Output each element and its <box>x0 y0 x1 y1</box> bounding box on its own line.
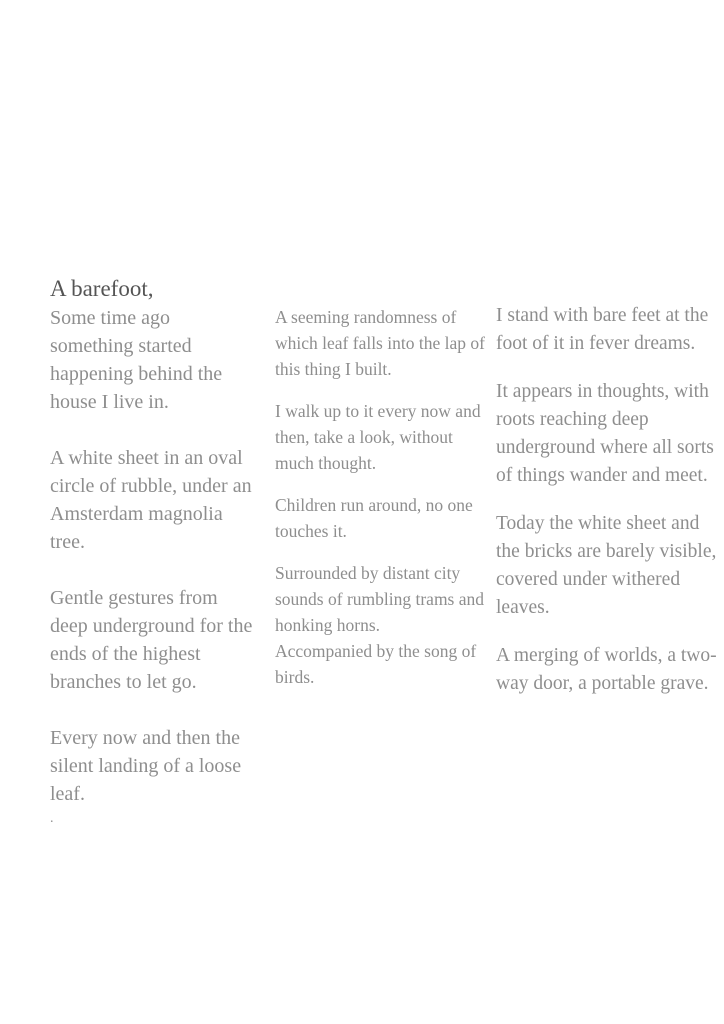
paragraph: A white sheet in an oval circle of rubble, under an Amsterdam magnolia tree. <box>50 447 252 553</box>
paragraph: Accompanied by the song of birds. <box>275 641 477 687</box>
poem-title: A barefoot, <box>50 276 154 301</box>
paragraph: Some time ago something started happening behind the house I live in. <box>50 307 223 413</box>
paragraph: Today the white sheet and the bricks are barely visible, covered under withered leaves. <box>496 513 717 618</box>
paragraph: It appears in thoughts, with roots reaching deep underground where all sorts of things wander and meet. <box>496 381 714 486</box>
paragraph: A merging of worlds, a two-way door, a portable grave. <box>496 645 717 694</box>
paragraph: Every now and then the silent landing of a loose leaf. <box>50 727 242 805</box>
paragraph: A seeming randomness of which leaf falls into the lap of this thing I built. <box>275 307 485 379</box>
paragraph: I walk up to it every now and then, take a look, without much thought. <box>275 401 481 473</box>
text-column-1 <box>50 304 255 826</box>
paragraph: I stand with bare feet at the foot of it in fever dreams. <box>496 305 709 354</box>
text-column-2 <box>275 304 485 706</box>
paragraph: Gentle gestures from deep underground for the ends of the highest branches to let go. <box>50 587 253 693</box>
paragraph: Children run around, no one touches it. <box>275 495 473 541</box>
text-column-3 <box>496 302 718 718</box>
trailing-dot: . <box>50 811 54 826</box>
paragraph: Surrounded by distant city sounds of rumbling trams and honking horns. <box>275 563 485 635</box>
